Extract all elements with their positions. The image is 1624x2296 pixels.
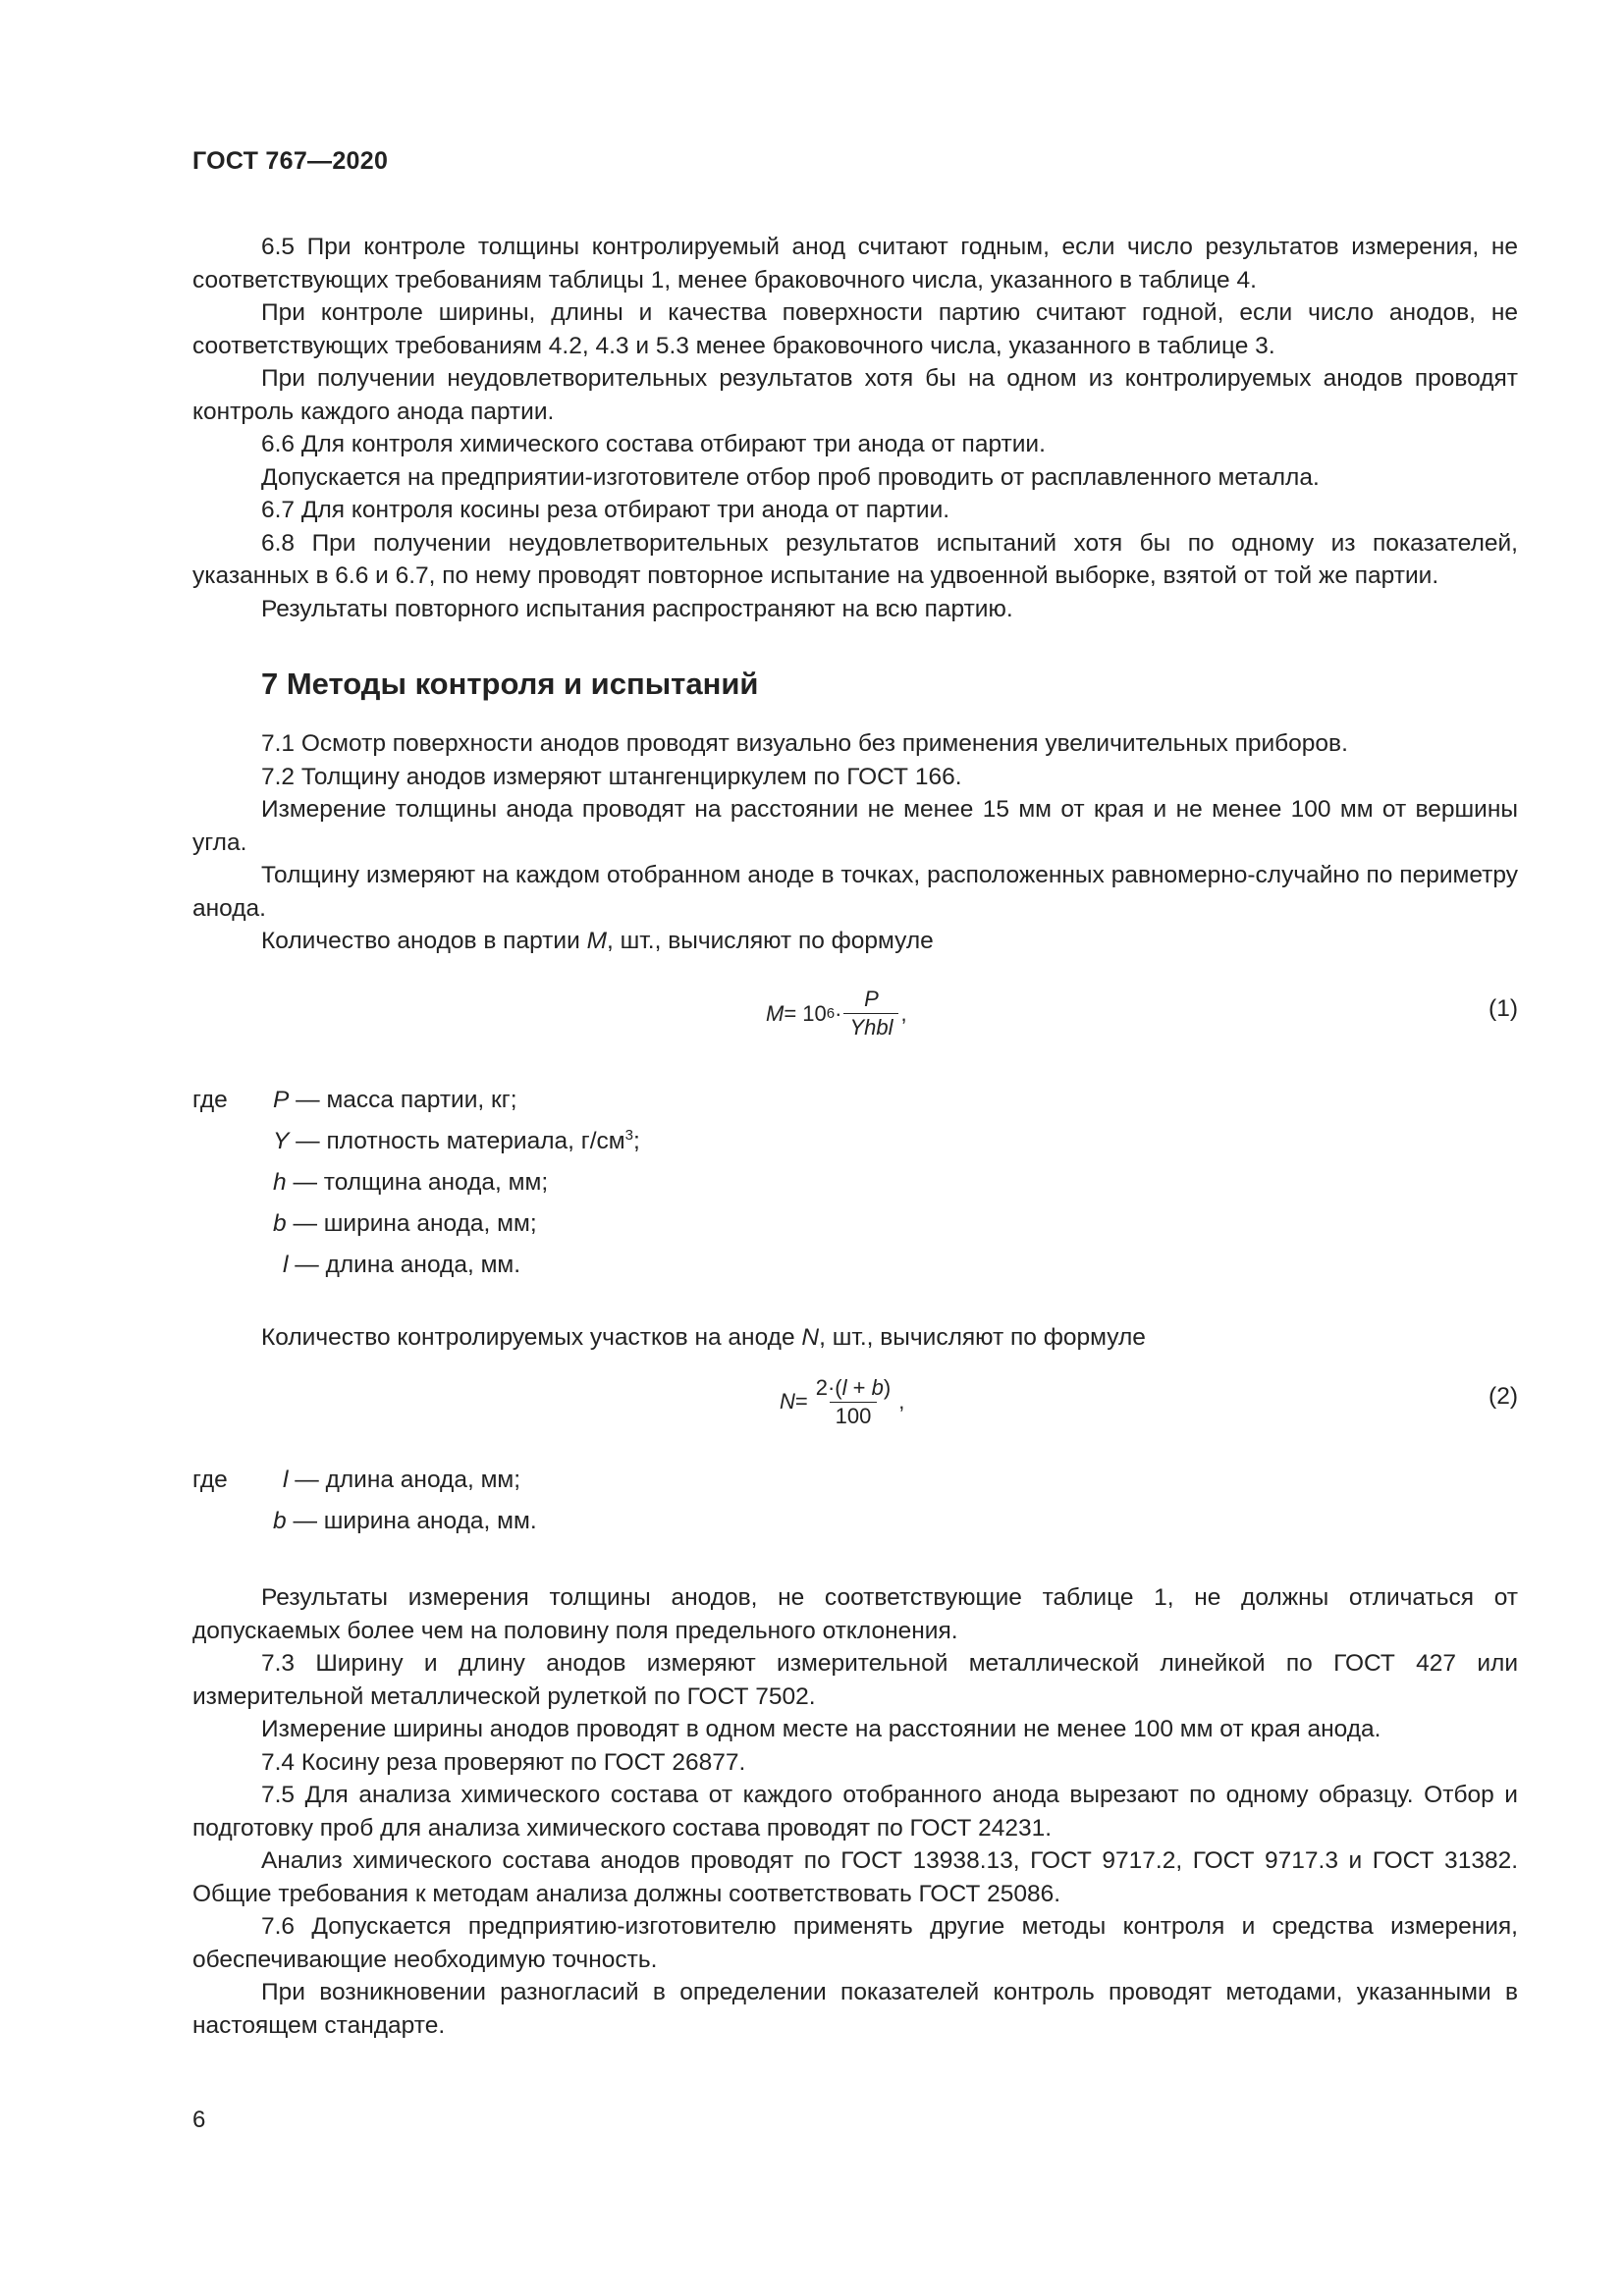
legend-row: где l — длина анода, мм; xyxy=(192,1460,1518,1501)
paragraph: Результаты измерения толщины анодов, не соответствующие таблице 1, не должны отличаться от допускаемых более чем на половину поля предельного отклонения. xyxy=(192,1584,1518,1644)
paragraph: 6.8 При получении неудовлетворительных результатов испытаний хотя бы по одному из показателей, указанных в 6.6 и 6.7, по нему проводят повторное испытание на удвоенной выборке, взятой от той же партии. xyxy=(192,529,1518,589)
formula-1 xyxy=(192,976,1518,1052)
legend-row: b — ширина анода, мм. xyxy=(273,1508,537,1534)
paragraph: Допускается на предприятии-изготовителе отбор проб проводить от расплавленного металла. xyxy=(261,463,1320,491)
formula-2 xyxy=(192,1363,1518,1440)
section6-continuation xyxy=(192,231,1518,625)
where-label: где xyxy=(192,1467,228,1493)
formula-expression: N = $\frac{2\cdot(l + b)}{100}$ , xyxy=(780,1374,905,1428)
paragraph: При контроле ширины, длины и качества поверхности партию считают годной, если число анодов, не соответствующих требованиям 4.2, 4.3 и 5.3 менее браковочного числа, указанного в таблице 3. xyxy=(192,299,1518,359)
paragraph: При возникновении разногласий в определении показателей контроль проводят методами, указанными в настоящем стандарте. xyxy=(192,1979,1518,2039)
paragraph: 7.4 Косину реза проверяют по ГОСТ 26877. xyxy=(261,1748,746,1776)
paragraph: 7.3 Ширину и длину анодов измеряют измерительной металлической линейкой по ГОСТ 427 или измерительной металлической рулеткой по ГОСТ 7502. xyxy=(192,1650,1518,1710)
document-header: ГОСТ 767—2020 xyxy=(192,147,389,175)
paragraph: 6.5 При контроле толщины контролируемый анод считают годным, если число результатов измерения, не соответствующих требованиям таблицы 1, менее браковочного числа, указанного в таблице 4. xyxy=(192,234,1518,294)
fraction: $\frac{2\cdot(l + b)}{100}$ xyxy=(815,1374,892,1428)
legend-row: h — толщина анода, мм; xyxy=(273,1168,549,1196)
paragraph: 6.7 Для контроля косины реза отбирают три анода от партии. xyxy=(261,497,950,523)
paragraph: Измерение толщины анода проводят на расстоянии не менее 15 мм от края и не менее 100 мм от вершины угла. xyxy=(192,796,1518,856)
legend-row: Y — плотность материала, $г/см^3$; xyxy=(273,1126,640,1154)
paragraph: Измерение ширины анодов проводят в одном месте на расстоянии не менее 100 мм от края анода. xyxy=(261,1716,1381,1742)
variable-legend-1 xyxy=(192,1080,1518,1286)
paragraph: 7.2 Толщину анодов измеряют штангенциркулем по ГОСТ 166. xyxy=(261,763,962,790)
document-page xyxy=(192,147,1518,2042)
section-title: 7 Методы контроля и испытаний xyxy=(261,667,759,701)
paragraph: 7.6 Допускается предприятию-изготовителю применять другие методы контроля и средства измерения, обеспечивающие необходимую точность. xyxy=(192,1913,1518,1973)
legend-row: где P — масса партии, кг; xyxy=(192,1080,1518,1121)
where-label: где xyxy=(192,1086,228,1113)
paragraph: 7.5 Для анализа химического состава от каждого отобранного анода вырезают по одному образцу. Отбор и подготовку проб для анализа химического состава проводят по ГОСТ 24231. xyxy=(192,1782,1518,1842)
legend-row: b — ширина анода, мм; xyxy=(273,1209,537,1237)
paragraph: Результаты повторного испытания распространяют на всю партию. xyxy=(261,595,1013,622)
formula-intro: Количество анодов в партии M, шт., вычисляют по формуле xyxy=(261,928,934,954)
paragraph: При получении неудовлетворительных результатов хотя бы на одном из контролируемых анодов проводят контроль каждого анода партии. xyxy=(192,365,1518,425)
equation-number: (2) xyxy=(1489,1383,1518,1410)
page-number: 6 xyxy=(192,2107,206,2133)
formula-intro: Количество контролируемых участков на аноде N, шт., вычисляют по формуле xyxy=(261,1323,1146,1351)
paragraph: Толщину измеряют на каждом отобранном аноде в точках, расположенных равномерно-случайно по периметру анода. xyxy=(192,862,1518,922)
paragraph: 7.1 Осмотр поверхности анодов проводят визуально без применения увеличительных приборов. xyxy=(261,730,1348,757)
fraction: $\frac{P}{\text{Yhbl}}$ xyxy=(843,986,898,1041)
paragraph: 6.6 Для контроля химического состава отбирают три анода от партии. xyxy=(261,431,1046,457)
paragraph: Анализ химического состава анодов проводят по ГОСТ 13938.13, ГОСТ 9717.2, ГОСТ 9717.3 и ГОСТ 31382. Общие требования к методам анализа должны соответствовать ГОСТ 25086. xyxy=(192,1847,1518,1907)
formula-expression: M = 10 6 · $\frac{P}{\text{Yhbl}}$ , xyxy=(766,987,907,1040)
equation-number: (1) xyxy=(1489,994,1518,1022)
variable-legend-2 xyxy=(192,1460,1518,1542)
legend-row: l — длина анода, мм. xyxy=(283,1251,521,1278)
